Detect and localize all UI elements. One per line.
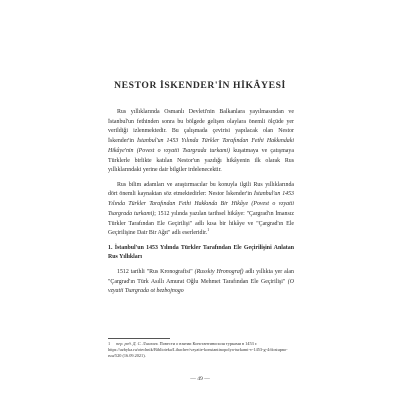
footnote-ref-1[interactable]: 1 [207, 227, 210, 233]
section-heading-number: 1. [108, 244, 113, 251]
paragraph-2-text: Rus bilim adamları ve araştırmacılar bu konuyla ilgili Rus yıllıklarında dört önemli kaynaktan söz etmektedirler: Nestor İskender'in [108, 181, 294, 198]
section-heading-text: İstanbul'un 1453 Yılında Türkler Tarafından Ele Geçirilişini Anlatan Rus Yıllıkları [108, 244, 294, 261]
paragraph-3 [108, 268, 294, 297]
paragraph-2-text-end: ; 1512 yılında yazılan tarihsel hikâye: "Çargrad'ın İmansız Türkler Tarafından Ele Geçirilişi" adlı kısa bir hikâye ve "Çargrad'ın Ele Geçirilişine Dair Bir Ağıt" adlı eserleridir. [108, 210, 294, 237]
paragraph-3-text-2: adlı yıllıkta yer alan "Çargrad'ın Türk Asıllı Amurat Oğlu Mehmet Tarafından Ele Geçirilişi" [108, 268, 294, 285]
page-title: NESTOR İSKENDER'İN HİKÂYESİ [114, 80, 286, 91]
paragraph-3-text: 1512 tarihli "Rus Kronografisi" [117, 268, 195, 275]
paragraph-1-text: Rus yıllıklarında Osmanlı Devleti'nin Balkanlara yayılmasından ve İstanbul'un fethinden sonra bu bölgede gelişen olaylara önemli ölçüde yer verildiği izlenmektedir. Bu çalışmada çevirisi yapılacak olan Nestor İskender'in [108, 109, 294, 145]
footnote-author: пер. ред. Д. С. Лихачев. [116, 341, 159, 346]
paragraph-2-italic-title: İstanbul'un 1453 Yılında Türkler Tarafından Fethi Hakkında Bir Hikâye (Povest o vzyatii Tsargrada turkami) [108, 191, 294, 217]
footnote-number: 1 [108, 341, 111, 346]
footnote-text: Повести о взятии Константинополя турками в 1453 г. https://azbyka.ru/otechnik/Biblioteka/Lihachev/vzyatie-konstantinopolya-turkami-v-1453-g-4/dostupno-ruu/520 (16.09.2021). [108, 341, 288, 359]
paragraph-3-italic-2: (O vzyatii Tsargrada ot bezbojnogo [108, 278, 294, 295]
paragraph-1-italic-title: İstanbul'un 1453 Yılında Türkler Tarafından Fethi Hakkındaki Hikâye'nin (Povest o vzyatii Tsargrada turkami) [108, 138, 294, 154]
footnote-divider [108, 338, 170, 339]
footnote [108, 341, 294, 360]
paragraph-2 [108, 181, 294, 239]
body-text [108, 108, 294, 302]
page-number: — 49 — [190, 376, 210, 382]
paragraph-1 [108, 108, 294, 176]
paragraph-3-italic-1: (Russkiy Hronograf) [194, 268, 244, 275]
paragraph-1-text-end: kuşatmaya ve çatışmaya Türklerle birlikte katılan Nestor'un yazdığı hikâyenin ilk olarak Rus yıllıklarındaki yerine dair bilgiler irdelenecektir. [108, 147, 294, 174]
section-heading [108, 244, 294, 263]
